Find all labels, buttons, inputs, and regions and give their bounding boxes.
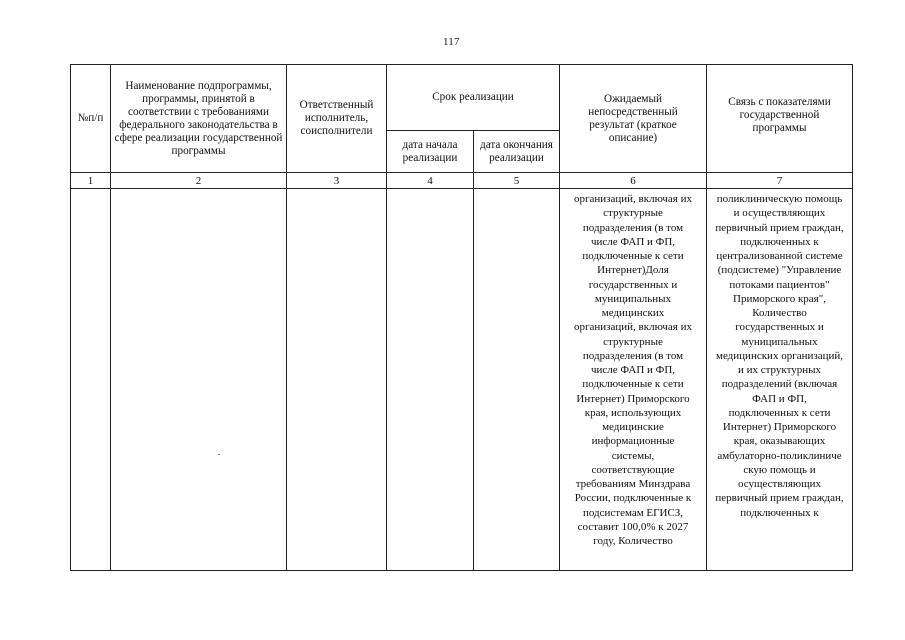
header-col-subprogram-name: Наименование подпрограммы, программы, принятой в соответствии с требованиями федерального законодательства в сфере реализации государственной программы: [114, 79, 283, 157]
indicator-link-line: Интернет) Приморского: [722, 421, 837, 433]
indicator-link-line: ФАП и ФП,: [752, 392, 807, 405]
expected-result-line: числе ФАП и ФП,: [590, 364, 676, 376]
page-number: 117: [443, 36, 460, 48]
indicator-link-line: и осуществляющих: [733, 207, 826, 220]
indicator-link-line: подключенных к: [740, 506, 819, 519]
expected-result-line: требованиям Минздрава: [575, 478, 691, 490]
indicator-link-line: первичный прием граждан,: [715, 221, 844, 234]
indicator-link-line: края, оказывающих: [733, 435, 826, 448]
header-col-expected-result: Ожидаемый непосредственный результат (краткое описание): [588, 92, 678, 144]
table-border-right: [852, 64, 853, 571]
expected-result-line: Интернет) Приморского: [576, 392, 690, 405]
indicator-link-line: скую помощь и: [743, 463, 816, 476]
header-col-executor: Ответственный исполнитель, соисполнители: [299, 99, 374, 137]
expected-result-line: медицинских: [601, 307, 665, 319]
indicator-link-line: медицинских организаций,: [715, 349, 843, 362]
indicator-link-line: и их структурных: [737, 364, 822, 376]
column-number-2: 2: [195, 174, 202, 187]
expected-result-line: России, подключенные к: [574, 492, 692, 505]
expected-result-line: муниципальных: [594, 292, 672, 305]
indicator-link-line: первичный прием граждан,: [715, 492, 844, 505]
indicator-link-line: государственных и: [735, 321, 824, 334]
expected-result-line: организаций, включая их: [574, 321, 692, 334]
col-divider-4-5: [473, 130, 474, 571]
column-number-6: 6: [630, 174, 636, 187]
indicator-link-line: поликлиническую помощь: [716, 193, 843, 205]
indicator-link-line: муниципальных: [741, 335, 818, 348]
expected-result-line: системы,: [611, 449, 655, 462]
indicator-link-line: Количество: [752, 307, 807, 319]
indicator-link-line: потоками пациентов": [729, 278, 830, 291]
indicator-link-line: Приморского края",: [733, 292, 826, 305]
expected-result-line: соответствующие: [591, 463, 675, 476]
indicator-link-line: (подсистеме) "Управление: [717, 264, 842, 277]
header-col-number: №п/п: [77, 112, 104, 124]
expected-result-line: информационные: [591, 435, 675, 448]
column-number-3: 3: [333, 174, 340, 187]
column-number-5: 5: [513, 174, 520, 187]
column-number-7: 7: [776, 174, 783, 187]
indicator-link-line: подразделений (включая: [721, 378, 838, 391]
indicator-link-line: амбулаторно-поликлиниче: [717, 449, 842, 462]
column-number-4: 4: [427, 174, 433, 187]
expected-result-line: структурные: [603, 335, 663, 348]
expected-result-line: подразделения (в том: [582, 221, 684, 234]
expected-result-line: числе ФАП и ФП,: [590, 235, 676, 248]
header-col-end-date: дата окончания реализации: [480, 138, 553, 164]
expected-result-line: организаций, включая их: [574, 193, 692, 205]
expected-result-line: медицинские: [602, 421, 664, 433]
indicator-link-text: [707, 192, 852, 520]
expected-result-text: [560, 192, 706, 548]
expected-result-line: составит 100,0% к 2027: [577, 520, 689, 533]
expected-result-line: края, использующих: [584, 406, 682, 419]
indicator-link-line: подключенных к: [740, 235, 819, 248]
indicator-link-line: централизованной системе: [716, 250, 843, 262]
expected-result-line: структурные: [603, 207, 663, 220]
scan-speck: [218, 454, 220, 455]
expected-result-line: подключенные к сети: [582, 378, 684, 391]
header-col-implementation-period: Срок реализации: [432, 91, 514, 103]
expected-result-line: подключенные к сети: [582, 250, 684, 262]
expected-result-line: государственных и: [588, 278, 678, 291]
expected-result-line: подразделения (в том: [582, 349, 684, 362]
header-col-start-date: дата начала реализации: [402, 138, 458, 164]
table-border-bottom: [70, 570, 853, 571]
indicator-link-line: осуществляющих: [738, 478, 821, 490]
column-numbers-bottom-line: [70, 188, 853, 189]
header-col-indicator-link: Связь с показателями государственной программы: [728, 96, 831, 134]
indicator-link-line: подключенных к сети: [728, 406, 831, 419]
expected-result-line: подсистемам ЕГИСЗ,: [582, 506, 684, 519]
expected-result-line: Интернет)Доля: [597, 264, 669, 277]
column-number-1: 1: [87, 174, 94, 187]
expected-result-line: году, Количество: [593, 535, 673, 547]
